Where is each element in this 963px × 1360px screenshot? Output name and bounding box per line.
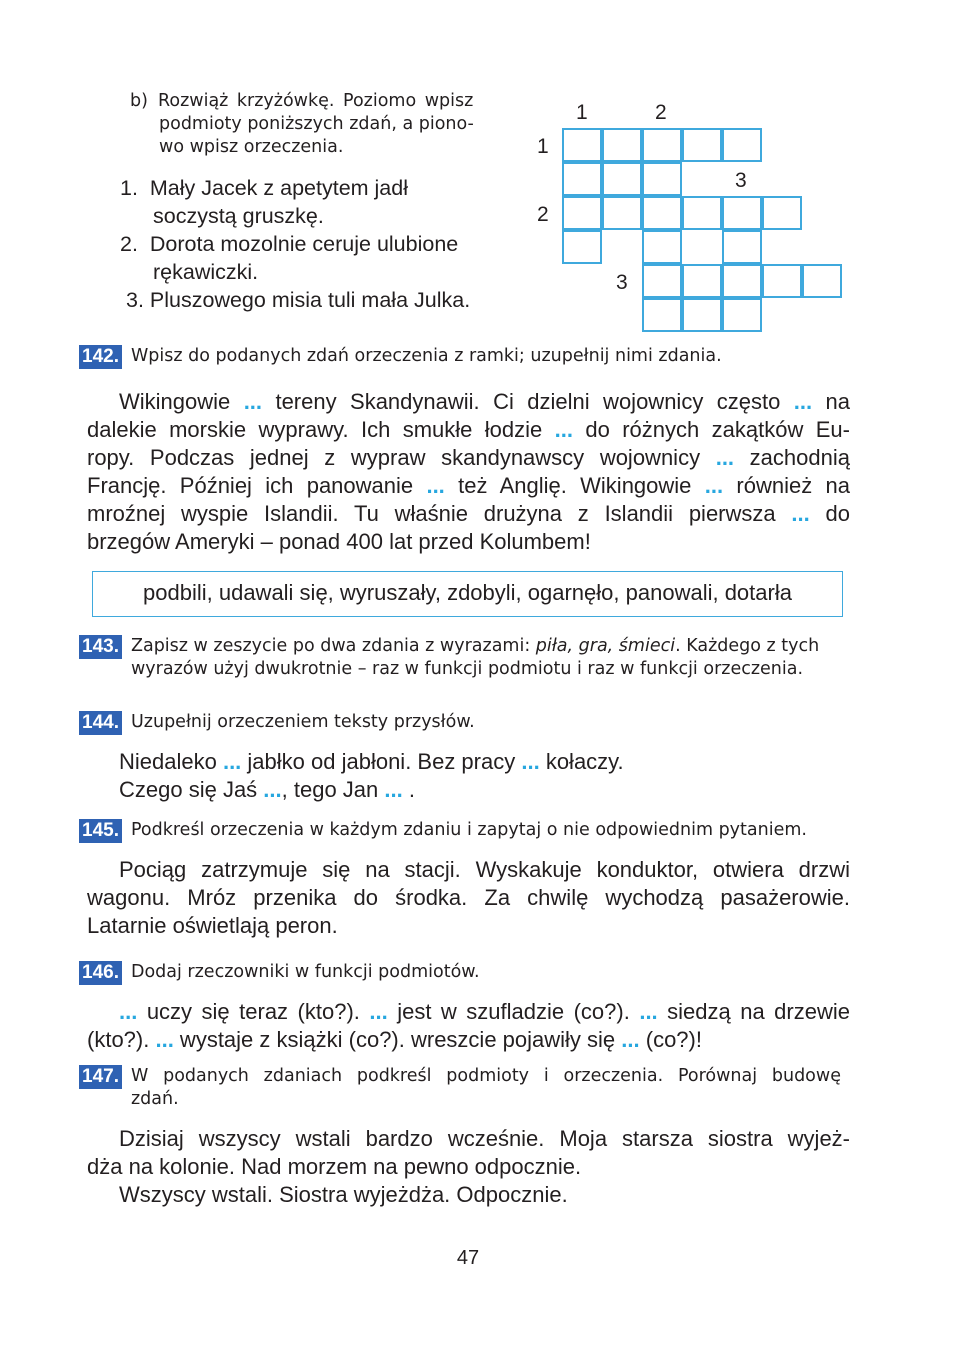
exercise-number-badge: 143. [79,635,122,659]
crossword-cell[interactable] [722,230,762,264]
crossword-cell[interactable] [562,162,602,196]
exercise-145-text [87,856,850,940]
crossword-number-v1: 1 [576,101,588,124]
exercise-146-header [79,961,859,985]
crossword-cell[interactable] [642,196,682,230]
crossword-cell[interactable] [682,196,722,230]
exercise-instruction: W podanych zdaniach podkreśl podmioty i orzeczenia. Porównaj budowę zdań. [130,1066,841,1109]
part-label: b) [130,91,148,111]
exercise-147-header [79,1065,859,1111]
word-box: podbili, udawali się, wyruszały, zdobyli, ogarnęło, panowali, dotarła [92,571,843,617]
sentence-2-cont: rękawiczki. [153,260,259,284]
crossword-cell[interactable] [722,298,762,332]
text-line: dalekie morskie wyprawy. Ich smukłe łodzie ... do różnych zakątków Eu- [87,417,850,442]
text-line: ... uczy się teraz (kto?). ... jest w szufladzie (co?). ... siedzą na drzewie [119,999,850,1024]
exercise-instruction: Zapisz w zeszycie po dwa zdania z wyrazami: piła, gra, śmieci. Każdego z tych wyrazów użyj dwukrotnie – raz w funkcji podmiotu i raz w funkcji orzeczenia. [130,636,820,679]
text-line: Wszyscy wstali. Siostra wyjeżdża. Odpocznie. [119,1182,568,1207]
exercise-144-text [87,748,850,804]
blank-dots: ... [369,999,388,1024]
sentence-1-cont: soczystą gruszkę. [153,204,324,228]
text-line: dża na kolonie. Nad morzem na pewno odpocznie. [87,1154,582,1179]
crossword-cell[interactable] [602,196,642,230]
crossword-cell[interactable] [682,128,722,162]
blank-dots: ... [521,749,540,774]
text-line: mroźnej wyspie Islandii. Tu właśnie drużyna z Islandii pierwsza ... do [87,501,850,526]
crossword-cell[interactable] [802,264,842,298]
crossword-number-h3: 3 [616,271,628,294]
exercise-147-text [87,1125,850,1209]
exercise-143-header [79,635,859,681]
exercise-number-badge: 142. [79,345,122,369]
exercise-number-badge: 147. [79,1065,122,1089]
exercise-144-header [79,711,859,735]
blank-dots: ... [704,473,724,498]
page-number: 47 [456,1247,480,1269]
exercise-instruction: Podkreśl orzeczenia w każdym zdaniu i zapytaj o nie odpowiednim pytaniem. [130,820,807,840]
crossword-cell[interactable] [642,230,682,264]
exercise-instruction: Dodaj rzeczowniki w funkcji podmiotów. [130,962,480,982]
exercise-instruction: Uzupełnij orzeczeniem teksty przysłów. [130,712,475,732]
text-line: (kto?). ... wystaje z książki (co?). wreszcie pojawiły się ... (co?)! [87,1027,702,1052]
instruction-line-2: podmioty poniższych zdań, a piono- [159,114,474,134]
exercise-number-badge: 145. [79,819,122,843]
text-line: Wikingowie ... tereny Skandynawii. Ci dzielni wojownicy często ... na [119,389,850,414]
text-line: ropy. Podczas jednej z wypraw skandynawscy wojownicy ... zachodnią [87,445,850,470]
blank-dots: ... [263,777,282,802]
text-line: Dzisiaj wszyscy wstali bardzo wcześnie. Moja starsza siostra wyjeż- [119,1126,850,1151]
crossword-cell[interactable] [722,264,762,298]
crossword-cell[interactable] [642,128,682,162]
blank-dots: ... [621,1027,640,1052]
crossword-cell[interactable] [682,298,722,332]
sentence-1: 1. Mały Jacek z apetytem jadł [120,176,408,200]
text-line: Niedaleko ... jabłko od jabłoni. Bez pracy ... kołaczy. [119,749,624,774]
crossword-cell[interactable] [762,196,802,230]
crossword-cell[interactable] [722,196,762,230]
blank-dots: ... [715,445,735,470]
text-line: Czego się Jaś ..., tego Jan ... . [119,777,415,802]
crossword-instruction [130,90,502,159]
crossword-number-h2: 2 [537,203,549,226]
blank-dots: ... [639,999,658,1024]
blank-dots: ... [155,1027,174,1052]
blank-dots: ... [554,417,573,442]
blank-dots: ... [426,473,445,498]
crossword-cell[interactable] [642,162,682,196]
crossword-cell[interactable] [722,128,762,162]
exercise-146-text [87,998,850,1054]
crossword-cell[interactable] [562,196,602,230]
sentence-3: 3. Pluszowego misia tuli mała Julka. [126,288,471,312]
instruction-line-3: wo wpisz orzeczenia. [159,137,344,157]
crossword-number-h1: 1 [537,135,549,158]
crossword-cell[interactable] [642,298,682,332]
crossword-cell[interactable] [762,264,802,298]
crossword-number-v2: 2 [655,101,667,124]
blank-dots: ... [793,389,813,414]
exercise-number-badge: 146. [79,961,122,985]
sentence-2: 2. Dorota mozolnie ceruje ulubione [120,232,459,256]
exercise-142-text [87,388,850,556]
crossword-sentences [120,174,520,314]
crossword-cell[interactable] [602,162,642,196]
exercise-145-header [79,819,859,843]
exercise-instruction: Wpisz do podanych zdań orzeczenia z ramki; uzupełnij nimi zdania. [130,346,722,366]
blank-dots: ... [119,999,138,1024]
text-line: Pociąg zatrzymuje się na stacji. Wyskakuje konduktor, otwiera drzwi [119,857,850,882]
instruction-line-1: Rozwiąż krzyżówkę. Poziomo wpisz [158,91,474,111]
crossword-cell[interactable] [682,264,722,298]
blank-dots: ... [384,777,403,802]
crossword-cell[interactable] [602,128,642,162]
blank-dots: ... [791,501,810,526]
text-line: brzegów Ameryki – ponad 400 lat przed Kolumbem! [87,529,591,554]
text-line: wagonu. Mróz przenika do środka. Za chwilę wychodzą pasażerowie. [87,885,850,910]
text-line: Latarnie oświetlają peron. [87,913,338,938]
crossword-cell[interactable] [562,230,602,264]
crossword-cell[interactable] [562,128,602,162]
crossword-number-v3: 3 [735,169,747,192]
text-line: Francję. Później ich panowanie ... też Anglię. Wikingowie ... również na [87,473,850,498]
exercise-142-header [79,345,859,369]
blank-dots: ... [222,749,242,774]
blank-dots: ... [243,389,263,414]
exercise-number-badge: 144. [79,711,122,735]
crossword-cell[interactable] [642,264,682,298]
